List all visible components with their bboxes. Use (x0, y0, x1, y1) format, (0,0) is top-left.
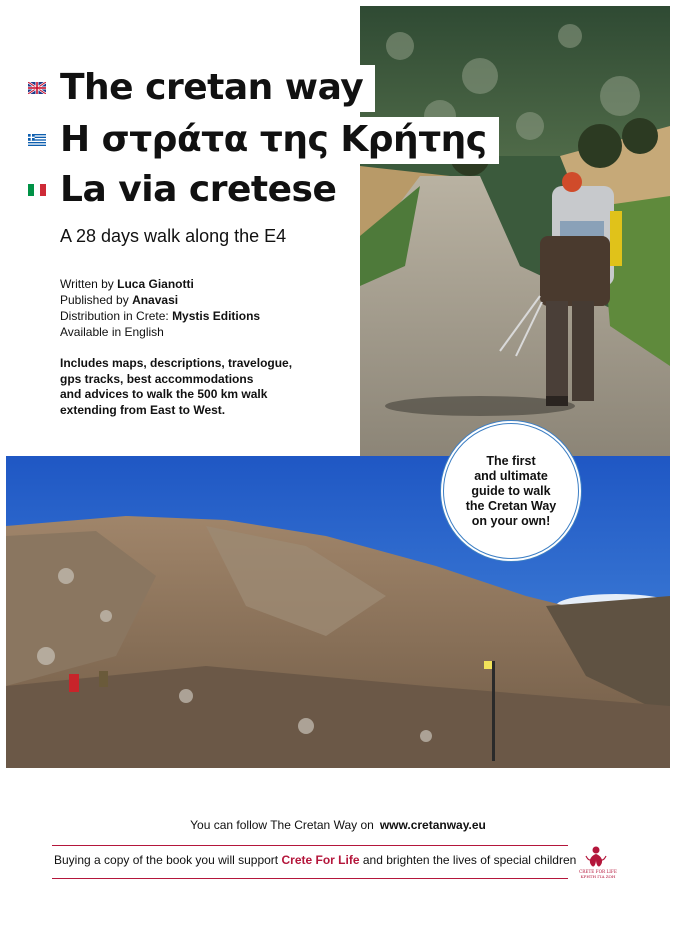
subtitle: A 28 days walk along the E4 (60, 226, 287, 246)
credit-author (60, 276, 260, 292)
follow-text: You can follow The Cretan Way on (190, 818, 374, 832)
crete-for-life-name: Crete For Life (281, 853, 360, 867)
badge-text (444, 424, 578, 558)
published-by-label: Published by (60, 293, 129, 307)
badge-line: and ultimate (474, 468, 548, 483)
logo-text-gr: ΚΡΗΤΗ ΓΙΑ ΖΩΗ (580, 874, 616, 879)
author-name: Luca Gianotti (117, 277, 194, 291)
hiker-photo (360, 6, 670, 456)
includes-line: gps tracks, best accommodations (60, 371, 254, 386)
publisher-name: Anavasi (132, 293, 179, 307)
support-suffix: and brighten the lives of special children (362, 853, 577, 867)
title-it-text: La via cretese (58, 167, 348, 214)
includes-line: extending from East to West. (60, 402, 226, 417)
credits-block (60, 276, 260, 340)
badge-line: on your own! (471, 513, 551, 528)
guide-badge (440, 420, 582, 562)
title-en-text: The cretan way (58, 65, 375, 112)
badge-line: The first (486, 453, 536, 468)
divider-top (52, 845, 568, 846)
includes-line: Includes maps, descriptions, travelogue, (60, 356, 293, 370)
logo-text-en: CRETE FOR LIFE (579, 869, 617, 874)
support-prefix: Buying a copy of the book you will support (54, 853, 279, 867)
website-link[interactable]: www.cretanway.eu (379, 818, 486, 832)
greece-flag-icon (28, 134, 46, 146)
includes-line: and advices to walk the 500 km walk (60, 387, 268, 401)
title-english (28, 62, 375, 114)
title-gr-text: Η στράτα της Κρήτης (58, 117, 499, 164)
uk-flag-icon (28, 82, 46, 94)
distribution-label: Distribution in Crete: (60, 309, 169, 323)
follow-line (0, 818, 676, 832)
distributor-name: Mystis Editions (172, 309, 261, 323)
badge-line: the Cretan Way (465, 498, 557, 513)
written-by-label: Written by (60, 277, 114, 291)
badge-line: guide to walk (471, 483, 551, 498)
support-line (54, 853, 594, 867)
crete-for-life-logo (572, 842, 624, 880)
credit-publisher (60, 292, 260, 308)
credit-language: Available in English (60, 325, 164, 339)
title-greek (28, 114, 499, 166)
includes-description (60, 356, 330, 418)
divider-bottom (52, 878, 568, 879)
credit-distributor (60, 308, 260, 324)
italy-flag-icon (28, 184, 46, 196)
title-italian (28, 164, 348, 216)
